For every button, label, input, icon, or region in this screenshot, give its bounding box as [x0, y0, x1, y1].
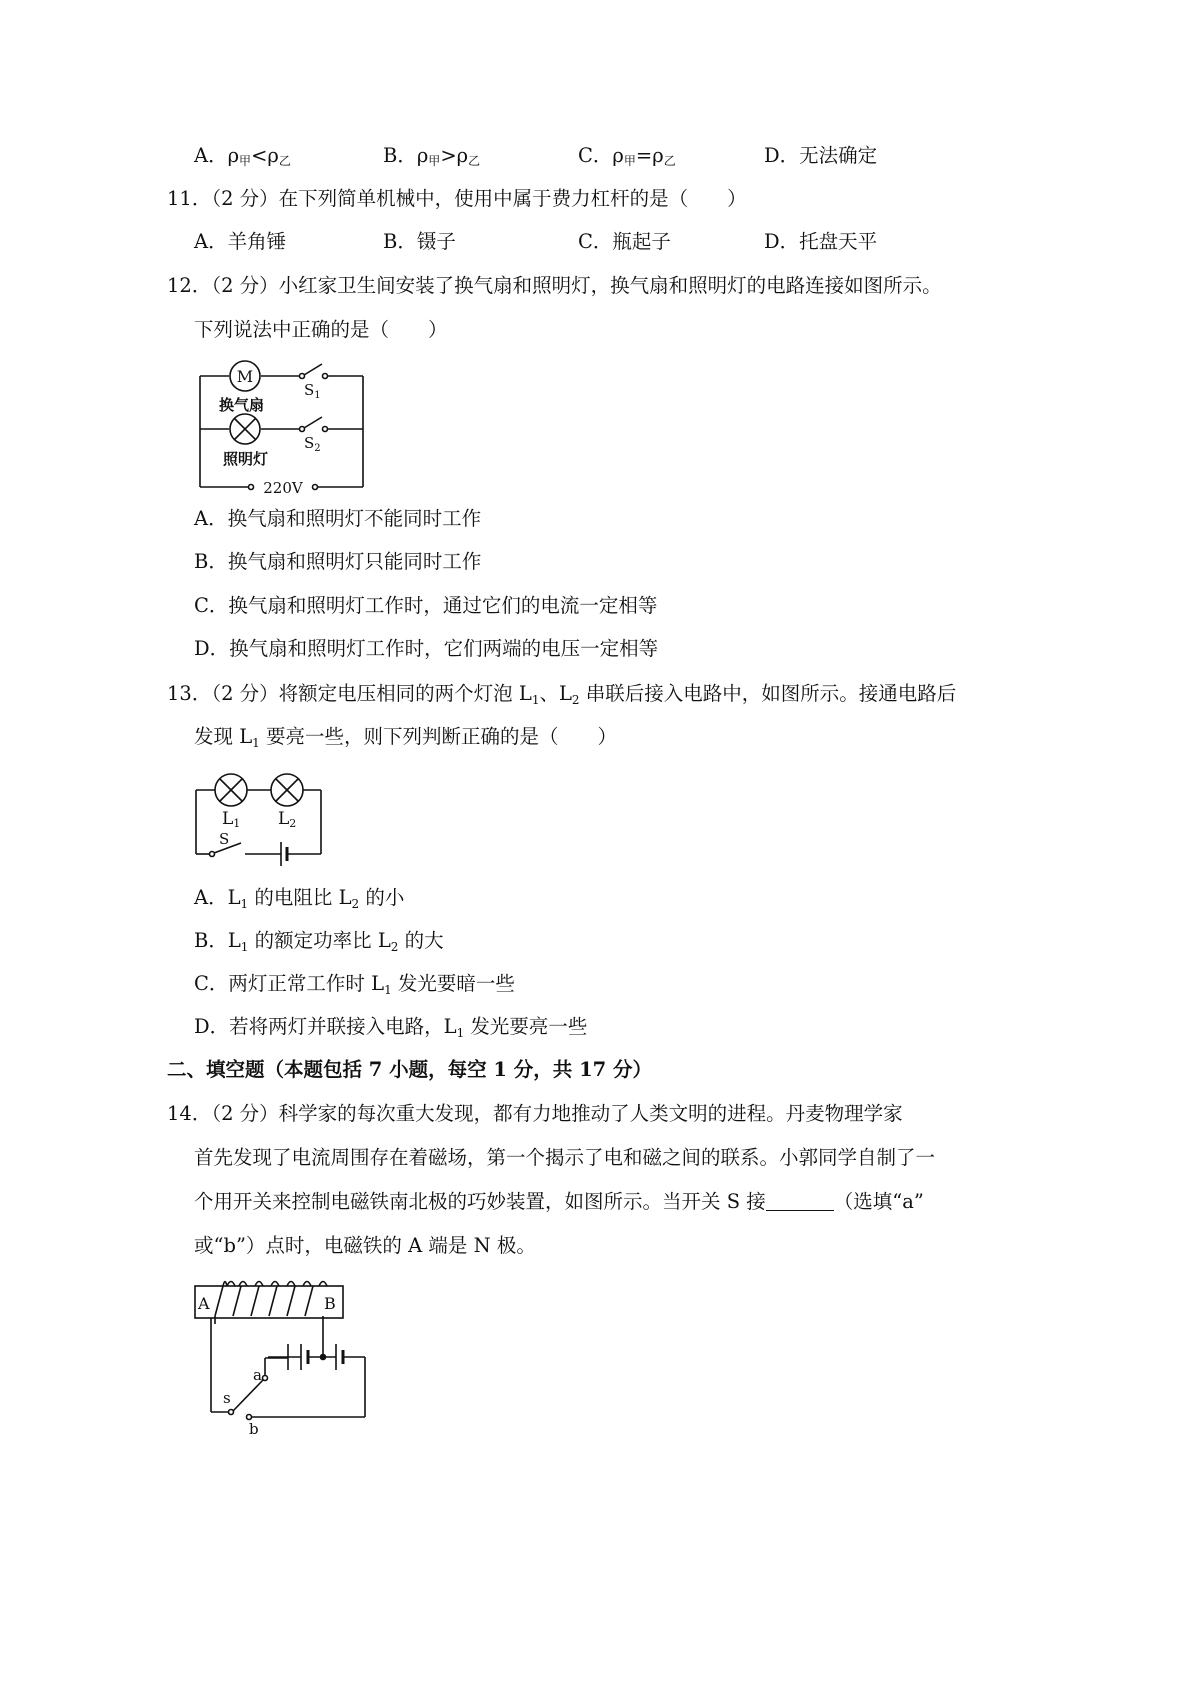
q12-circuit-figure — [195, 355, 370, 495]
q14-line2: 首先发现了电流周围存在着磁场，第一个揭示了电和磁之间的联系。小郭同学自制了一 — [194, 1146, 936, 1169]
q13-option-a: A．$L_1$ 的电阻比 $L_2$ 的小 — [194, 886, 405, 911]
q11-stem: 11．（2 分）在下列简单机械中，使用中属于费力杠杆的是（ ） — [167, 187, 747, 210]
point-b-label: b — [249, 1420, 259, 1438]
q13-circuit-figure — [193, 770, 328, 862]
switch-label: S — [219, 830, 230, 848]
q12-option-c: C．换气扇和照明灯工作时，通过它们的电流一定相等 — [194, 594, 658, 617]
q12-stem-line2: 下列说法中正确的是（ ） — [194, 318, 448, 341]
q10-option-b: B．ρ甲>ρ乙 — [383, 144, 481, 168]
q11-option-a: A．羊角锤 — [194, 230, 287, 253]
q13-option-d: D．若将两灯并联接入电路，$L_1$ 发光要亮一些 — [194, 1015, 588, 1040]
q13-stem-line2: 发现 $L_1$ 要亮一些，则下列判断正确的是（ ） — [194, 725, 617, 750]
end-a-label: A — [198, 1294, 210, 1313]
section-title: 二、填空题（本题包括 7 小题，每空 1 分，共 17 分） — [167, 1058, 653, 1081]
q13-option-c: C．两灯正常工作时 $L_1$ 发光要暗一些 — [194, 972, 515, 997]
switch-s2-label: $S_2$ — [304, 434, 321, 454]
lamp-l2-label: L2 — [278, 809, 297, 830]
q10-option-a: A．ρ甲<ρ乙 — [194, 144, 291, 168]
q14-line1: 14．（2 分）科学家的每次重大发现，都有力地推动了人类文明的进程。丹麦物理学家 — [167, 1102, 903, 1125]
q12-option-a: A．换气扇和照明灯不能同时工作 — [194, 507, 482, 530]
switch-s-label: s — [223, 1389, 231, 1407]
q13-option-b: B．$L_1$ 的额定功率比 $L_2$ 的大 — [194, 929, 444, 954]
q14-electromagnet-figure — [193, 1272, 373, 1437]
q14-line4: 或“b”）点时，电磁铁的 A 端是 N 极。 — [194, 1234, 536, 1257]
q13-stem-line1: 13．（2 分）将额定电压相同的两个灯泡 $L_1$、$L_2$ 串联后接入电路中，如图所示。接通电路后 — [167, 682, 957, 707]
answer-blank[interactable] — [766, 1192, 834, 1211]
q11-option-d: D．托盘天平 — [764, 230, 878, 253]
lamp-l1-label: L1 — [222, 809, 241, 830]
fan-label: 换气扇 — [219, 396, 265, 414]
q12-option-b: B．换气扇和照明灯只能同时工作 — [194, 550, 482, 573]
motor-label: M — [236, 367, 254, 386]
q11-option-c: C．瓶起子 — [578, 230, 671, 253]
lamp-label: 照明灯 — [223, 450, 269, 468]
end-b-label: B — [324, 1294, 336, 1313]
q10-option-d: D．无法确定 — [764, 144, 878, 167]
q14-line3: 个用开关来控制电磁铁南北极的巧妙装置，如图所示。当开关 S 接 （选填“a” — [194, 1190, 924, 1213]
voltage-label: 220V — [263, 479, 303, 497]
q12-stem-line1: 12．（2 分）小红家卫生间安装了换气扇和照明灯，换气扇和照明灯的电路连接如图所示。 — [167, 274, 942, 297]
q11-option-b: B．镊子 — [383, 230, 456, 253]
q10-option-c: C．ρ甲=ρ乙 — [578, 144, 676, 168]
q12-option-d: D．换气扇和照明灯工作时，它们两端的电压一定相等 — [194, 637, 659, 660]
switch-s1-label: $S_1$ — [304, 381, 321, 401]
point-a-label: a — [253, 1366, 262, 1384]
